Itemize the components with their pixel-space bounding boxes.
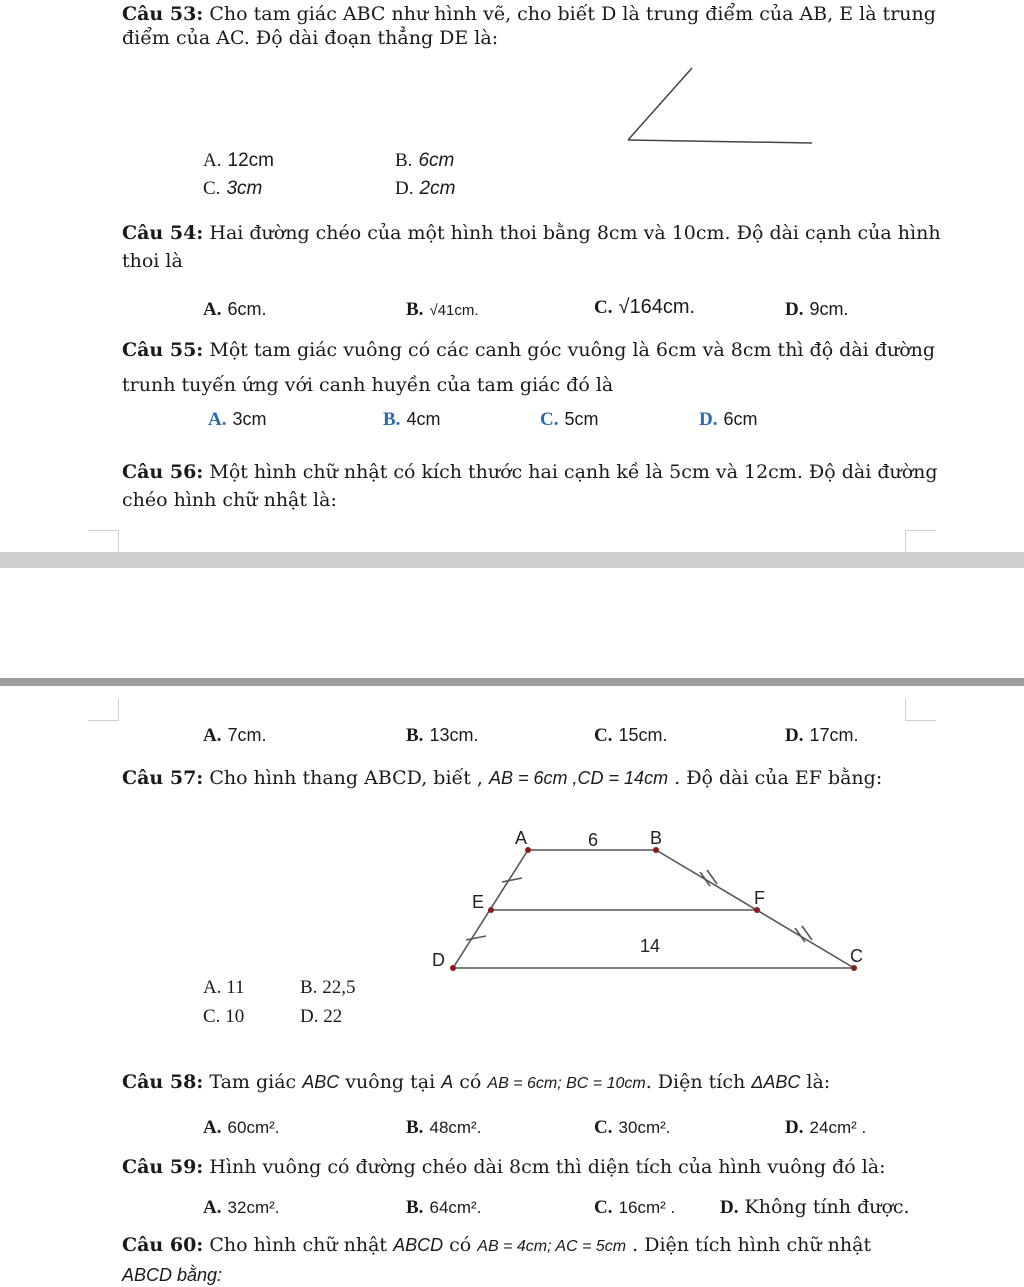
q53-figure xyxy=(620,60,820,150)
q56-option-a-value: 7cm. xyxy=(227,725,267,745)
q60-line2-text: ABCD bằng: xyxy=(122,1265,223,1285)
q53-option-a[interactable] xyxy=(203,149,274,172)
q59-line1 xyxy=(122,1155,886,1179)
q56-option-a[interactable] xyxy=(203,724,267,747)
q54-line1 xyxy=(122,221,941,245)
q59-label: Câu 59: xyxy=(122,1156,204,1178)
q59-option-b-letter: B. xyxy=(406,1197,424,1218)
page-corner-bottom-right xyxy=(905,698,936,721)
q53-option-d[interactable] xyxy=(395,177,455,200)
q54-option-d-letter: D. xyxy=(785,299,804,320)
q54-option-c[interactable] xyxy=(594,296,695,319)
q58-math-a: A xyxy=(441,1072,454,1092)
q55-option-a[interactable] xyxy=(208,408,267,431)
q55-option-c-letter: C. xyxy=(540,409,559,430)
q57-trapezoid-figure xyxy=(420,820,880,990)
q55-line1 xyxy=(122,338,935,362)
q58-math-triangle: ΔABC xyxy=(751,1072,801,1092)
q57-option-a-value: 11 xyxy=(226,977,245,998)
q60-line2 xyxy=(122,1263,222,1287)
q54-option-d-value: 9cm. xyxy=(809,299,849,319)
q60-text-a: Cho hình chữ nhật xyxy=(209,1234,388,1256)
q58-math-lengths: AB = 6cm; BC = 10cm xyxy=(487,1075,646,1092)
q54-option-c-value: √164 xyxy=(618,296,663,318)
q58-option-a-letter: A. xyxy=(203,1117,222,1138)
q55-text: Một tam giác vuông có các canh góc vuông là 6cm và 8cm thì độ dài đường xyxy=(209,339,936,361)
q53-label: Câu 53: xyxy=(122,3,204,25)
q56-option-c-value: 15cm. xyxy=(618,725,668,745)
q58-text-c: có xyxy=(459,1071,482,1093)
page-break-bar-top xyxy=(0,552,1024,568)
q56-option-d-value: 17cm. xyxy=(809,725,859,745)
q60-math-lengths: AB = 4cm; AC = 5cm xyxy=(477,1238,627,1255)
q58-text-a: Tam giác xyxy=(209,1071,297,1093)
q58-option-d[interactable] xyxy=(785,1116,866,1139)
q55-option-c[interactable] xyxy=(540,408,599,431)
q58-option-b-letter: B. xyxy=(406,1117,424,1138)
q53-option-b[interactable] xyxy=(395,149,454,172)
page-corner-top-right xyxy=(905,530,936,553)
tick-ed xyxy=(466,936,486,940)
label-c: C xyxy=(850,946,863,966)
q58-line1 xyxy=(122,1070,830,1096)
q59-option-d-letter: D. xyxy=(720,1197,739,1218)
q55-option-b-letter: B. xyxy=(383,409,401,430)
q57-option-a[interactable] xyxy=(203,977,245,999)
q56-line2: chéo hình chữ nhật là: xyxy=(122,489,337,511)
q54-option-c-unit: cm. xyxy=(662,296,696,318)
q55-line2: trunh tuyến ứng với canh huyền của tam giác đó là xyxy=(122,374,614,396)
q57-option-c-value: 10 xyxy=(225,1006,245,1027)
q54-option-b[interactable] xyxy=(406,298,479,321)
q56-label: Câu 56: xyxy=(122,461,204,483)
q54-option-c-letter: C. xyxy=(594,297,613,318)
q55-label: Câu 55: xyxy=(122,339,204,361)
q55-option-d-value: 6cm xyxy=(723,409,758,429)
q57-option-d-value: 22 xyxy=(323,1006,343,1027)
label-b: B xyxy=(650,828,663,848)
q57-line1 xyxy=(122,766,882,790)
q54-line2: thoi là xyxy=(122,250,183,272)
q55-option-b-value: 4cm xyxy=(406,409,441,429)
q57-option-b[interactable] xyxy=(300,977,355,999)
q58-text-b: vuông tại xyxy=(345,1071,436,1093)
page-corner-bottom-left xyxy=(88,698,119,721)
q57-option-d-letter: D. xyxy=(300,1006,319,1027)
q56-text: Một hình chữ nhật có kích thước hai cạnh kề là 5cm và 12cm. Độ dài đường xyxy=(209,461,938,483)
point-e xyxy=(488,907,494,913)
page-break-bar-bottom xyxy=(0,678,1024,686)
q56-option-b[interactable] xyxy=(406,724,479,747)
q55-option-d-letter: D. xyxy=(699,409,718,430)
q58-option-b-value: 48cm². xyxy=(429,1118,482,1137)
q58-option-a[interactable] xyxy=(203,1116,280,1139)
q53-option-a-value: 12cm xyxy=(227,150,274,171)
point-d xyxy=(450,965,456,971)
q55-option-a-letter: A. xyxy=(208,409,227,430)
q59-option-c-value: 16cm² . xyxy=(618,1198,676,1217)
q58-option-b[interactable] xyxy=(406,1116,481,1139)
q58-option-a-value: 60cm². xyxy=(227,1118,280,1137)
q53-option-c-letter: C. xyxy=(203,178,221,199)
q60-line1 xyxy=(122,1233,871,1259)
q58-option-d-value: 24cm² . xyxy=(809,1118,867,1137)
label-d: D xyxy=(432,950,445,970)
q53-line2: điểm của AC. Độ dài đoạn thẳng DE là: xyxy=(122,27,499,49)
q57-option-d[interactable] xyxy=(300,1006,342,1028)
q58-option-c-letter: C. xyxy=(594,1117,613,1138)
q57-text-b: . Độ dài của EF bằng: xyxy=(674,767,883,789)
q54-option-a[interactable] xyxy=(203,298,267,321)
q57-option-b-letter: B. xyxy=(300,977,318,998)
q55-option-b[interactable] xyxy=(383,408,441,431)
q59-option-c-letter: C. xyxy=(594,1197,613,1218)
q53-option-b-value: 6cm xyxy=(418,150,455,171)
q54-label: Câu 54: xyxy=(122,222,204,244)
label-a: A xyxy=(515,828,528,848)
q59-option-d[interactable] xyxy=(720,1196,910,1219)
q56-option-c[interactable] xyxy=(594,724,668,747)
q53-line1 xyxy=(122,2,936,26)
q56-line1 xyxy=(122,460,938,484)
label-f: F xyxy=(754,888,765,908)
q59-option-b[interactable] xyxy=(406,1196,481,1219)
q53-option-d-value: 2cm xyxy=(419,178,456,199)
q53-option-a-letter: A. xyxy=(203,150,222,171)
q56-option-b-value: 13cm. xyxy=(429,725,479,745)
q60-label: Câu 60: xyxy=(122,1234,204,1256)
q57-option-c-letter: C. xyxy=(203,1006,221,1027)
q57-option-b-value: 22,5 xyxy=(322,977,356,998)
q57-option-c[interactable] xyxy=(203,1006,244,1028)
q58-math-abc: ABC xyxy=(302,1072,340,1092)
q56-option-d-letter: D. xyxy=(785,725,804,746)
q58-text-e: là: xyxy=(806,1071,831,1093)
q54-text: Hai đường chéo của một hình thoi bằng 8cm và 10cm. Độ dài cạnh của hình xyxy=(209,222,941,244)
q60-text-c: . Diện tích hình chữ nhật xyxy=(632,1234,872,1256)
q60-math-abcd: ABCD xyxy=(393,1235,444,1255)
q59-option-a[interactable] xyxy=(203,1196,280,1219)
q59-option-a-letter: A. xyxy=(203,1197,222,1218)
label-e: E xyxy=(472,892,485,912)
q54-option-b-letter: B. xyxy=(406,299,424,320)
q57-math: AB = 6cm ,CD = 14cm xyxy=(489,768,669,788)
q55-option-a-value: 3cm xyxy=(232,409,267,429)
q58-option-c[interactable] xyxy=(594,1116,671,1139)
tick-ae xyxy=(502,878,522,882)
label-dc-length: 14 xyxy=(640,936,661,956)
label-ab-length: 6 xyxy=(588,830,599,850)
q58-option-d-letter: D. xyxy=(785,1117,804,1138)
q53-figure-side xyxy=(628,68,692,140)
q60-text-b: có xyxy=(449,1234,472,1256)
q53-option-c-value: 3cm xyxy=(226,178,263,199)
q58-label: Câu 58: xyxy=(122,1071,204,1093)
q58-option-c-value: 30cm². xyxy=(618,1118,671,1137)
q56-option-b-letter: B. xyxy=(406,725,424,746)
q54-option-b-value: √41 xyxy=(429,302,455,319)
q53-option-b-letter: B. xyxy=(395,150,413,171)
q59-option-b-value: 64cm². xyxy=(429,1198,482,1217)
q57-option-a-letter: A. xyxy=(203,977,222,998)
q56-option-c-letter: C. xyxy=(594,725,613,746)
tick-bf-1 xyxy=(700,872,710,886)
q59-text: Hình vuông có đường chéo dài 8cm thì diện tích của hình vuông đó là: xyxy=(209,1156,886,1178)
q53-option-d-letter: D. xyxy=(395,178,414,199)
q55-option-c-value: 5cm xyxy=(564,409,599,429)
q59-option-a-value: 32cm². xyxy=(227,1198,280,1217)
q57-text-a: Cho hình thang ABCD, biết , xyxy=(209,767,483,789)
q56-option-a-letter: A. xyxy=(203,725,222,746)
q59-option-d-value: Không tính được. xyxy=(744,1196,910,1218)
q53-text: Cho tam giác ABC như hình vẽ, cho biết D là trung điểm của AB, E là trung xyxy=(209,3,936,25)
q57-label: Câu 57: xyxy=(122,767,204,789)
q53-option-c[interactable] xyxy=(203,177,262,200)
q54-option-a-letter: A. xyxy=(203,299,222,320)
q54-option-b-unit: cm. xyxy=(454,302,479,319)
q56-option-d[interactable] xyxy=(785,724,859,747)
page-corner-top-left xyxy=(88,530,119,553)
q54-option-a-value: 6cm. xyxy=(227,299,267,319)
q55-option-d[interactable] xyxy=(699,408,758,431)
q54-option-d[interactable] xyxy=(785,298,849,321)
q53-figure-base xyxy=(628,140,812,143)
q58-text-d: . Diện tích xyxy=(645,1071,746,1093)
q59-option-c[interactable] xyxy=(594,1196,675,1219)
tick-fc-1 xyxy=(795,928,805,942)
